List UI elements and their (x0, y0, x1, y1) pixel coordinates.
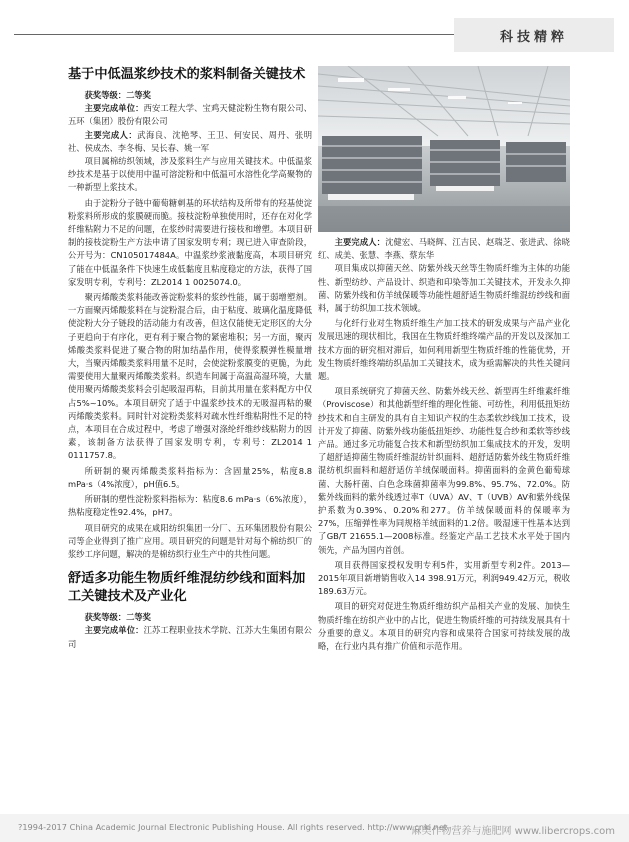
article-1-units: 主要完成单位：西安工程大学、宝鸡天健淀粉生物有限公司、五环（集团）股份有限公司 (68, 103, 312, 127)
spinning-mill-image (318, 66, 570, 232)
article-2-continued (318, 236, 570, 655)
article-1-paragraph: 项目属棉纺织领域，涉及浆料生产与应用关键技术。中低温浆纱技术是基于以使用中温可溶淀粉和中低温可水溶性化学高聚物的一种新型上浆技术。 (68, 156, 312, 193)
article-1-award: 获奖等级：二等奖 (84, 90, 151, 100)
article-1-paragraph: 项目研究的成果在咸阳纺织集团一分厂、五环集团股份有限公司等企业得到了推广应用。项目研究的问题是针对每个棉纺织厂的浆纱工序问题，解决的是棉纺织行业生产中的共性问题。 (68, 522, 312, 559)
copyright-text: ?1994-2017 China Academic Journal Electronic Publishing House. All rights reserved. http://www.cnki.net (18, 822, 448, 832)
article-1-paragraph: 聚丙烯酸类浆料能改善淀粉浆料的浆纱性能，属于弱增塑剂。一方面聚丙烯酸浆料在与淀粉混合后，由于粘度、玻璃化温度降低使淀粉大分子链段的活动能力有改善，但这仅能使无定形区的大分子更趋向于有序化，更有利于聚合物的紧密堆积；另一方面，聚丙烯酸类浆料促进了聚合物的附加结晶作用，使得浆膜弹性模量增大，当聚丙烯酸类浆料用量不足时，会使淀粉浆膜变的更脆，为此需要使用大量聚丙烯酸类浆料。织造车间属于高温高湿环境，大量使用聚丙烯酸类浆料会引起吸湿再粘，目前其用量在浆料配方中仅占5%~10%。本项目研究了适于中温浆纱技术的无吸湿再粘的聚丙烯酸类浆料。同时针对淀粉类浆料对疏水性纤维粘附性不足的特点，本项目在合成过程中，考虑了增强对涤纶纤维纱线粘附力的因素，该制备方法获得了国家发明专利，专利号：ZL2014 1 0111757.8。 (68, 292, 312, 461)
article-1-title: 基于中低温浆纱技术的浆料制备关键技术 (68, 67, 306, 82)
watermark-text: 麻类作物营养与施肥网 www.libercrops.com (411, 826, 615, 837)
article-1 (68, 66, 312, 651)
article-2-title: 舒适多功能生物质纤维混纺纱线和面料加工关键技术及产业化 (68, 571, 306, 605)
section-label: 科技精粹 (454, 18, 614, 52)
article-2-paragraph: 项目集成以抑菌天丝、防紫外线天丝等生物质纤维为主体的功能性、新型纺纱、产品设计、织造和印染等加工关键技术，开发永久抑菌、防紫外线和仿羊绒保暖等功能性超舒适生物质纤维混纺纱线和面料，属于纺织加工技术领域。 (318, 263, 570, 314)
article-2-paragraph: 与化纤行业对生物质纤维生产加工技术的研发成果与产品产业化发展迅速的现状相比，我国在生物质纤维终端产品的开发以及深加工技术方面的研究相对滞后，如何利用新型生物质纤维的性能优势，开发生物质纤维终端纺织品加工关键技术，成为亟需解决的共性关键问题。 (318, 318, 570, 382)
article-2-people: 主要完成人：沈健宏、马晓辉、江吉民、赵瑞芝、张进武、徐晓红、成美、张慧、李燕、蔡东华 (318, 237, 570, 261)
article-2-paragraph: 项目获得国家授权发明专利5件，实用新型专利2件。2013—2015年项目新增销售收入14 398.91万元，利润949.42万元，税收189.63万元。 (318, 559, 570, 597)
article-1-paragraph: 由于淀粉分子链中葡萄糖刺基的环状结构及所带有的羟基使淀粉浆料所形成的浆膜硬而脆。接枝淀粉单独使用时，还存在对化学纤维粘附力不足的问题，在浆纱时需要进行接枝和增塑。本项目研制的接枝淀粉生产方法申请了国家发明专利；现已进入审查阶段，公开号为：CN105017484A。中温浆纱浆液黏度高，本项目研究了能在中低温条件下快速生成低黏度且粘度稳定的方法，获得了国家发明专利，专利号：ZL2014 1 0025074.0。 (68, 197, 312, 287)
factory-photo (318, 66, 570, 232)
article-1-paragraph: 所研制的塑性淀粉浆料指标为：粘度8.6 mPa·s（6%浓度），热粘度稳定性92.4%，pH7。 (68, 494, 312, 518)
article-2-units: 主要完成单位：江苏工程职业技术学院、江苏大生集团有限公司 (68, 625, 312, 649)
article-2-paragraph: 项目系统研究了抑菌天丝、防紫外线天丝、新型再生纤维素纤维（Proviscose）和其他新型纤维的理化性能、可纺性，利用低扭矩纺纱技术和自主研发的具有自主知识产权的生态柔软纱线加工技术，设计开发了抑菌、防紫外线功能低扭矩纱、功能性复合纱和柔软等纱线产品。通过多元功能复合技术和新型纺织加工集成技术的开发，发明了超舒适抑菌生物质纤维混纺针织面料、超舒适防紫外线生物质纤维混纺机织面料和超舒适仿羊绒保暖面料。抑菌面料的金黄色葡萄球菌、大肠杆菌、白色念珠菌抑菌率为99.8%、95.7%、72.0%。防紫外线面料的紫外线透过率T（UVA）AV、T（UVB）AV和紫外线保护系数为0.39%、0.20%和277。仿羊绒保暖面料的保暖率为27%，压缩弹性率为同规格羊绒面料的1.2倍。吸湿速干性基本达到了GB/T 21655.1—2008标准。经鉴定产品工艺技术水平处于国内领先，产品为国内首创。 (318, 386, 570, 555)
header-rule (14, 34, 454, 35)
article-2-award: 获奖等级：二等奖 (84, 612, 151, 623)
article-1-paragraph: 所研制的聚丙烯酸类浆料指标为：含固量25%，粘度8.8 mPa·s（4%浓度），pH值6.5。 (68, 465, 312, 489)
article-2-paragraph: 项目的研究对促进生物质纤维纺织产品相关产业的发展、加快生物质纤维在纺织产业中的占比，促进生物质纤维的可持续发展具有十分重要的意义。本项目的研究内容和成果符合国家可持续发展的战略，在行业内具有推广价值和示范作用。 (318, 601, 570, 652)
article-1-people: 主要完成人：武海良、沈艳琴、王卫、何安民、周丹、张明社、侯成杰、李冬梅、吴长春、姚一军 (68, 129, 312, 153)
